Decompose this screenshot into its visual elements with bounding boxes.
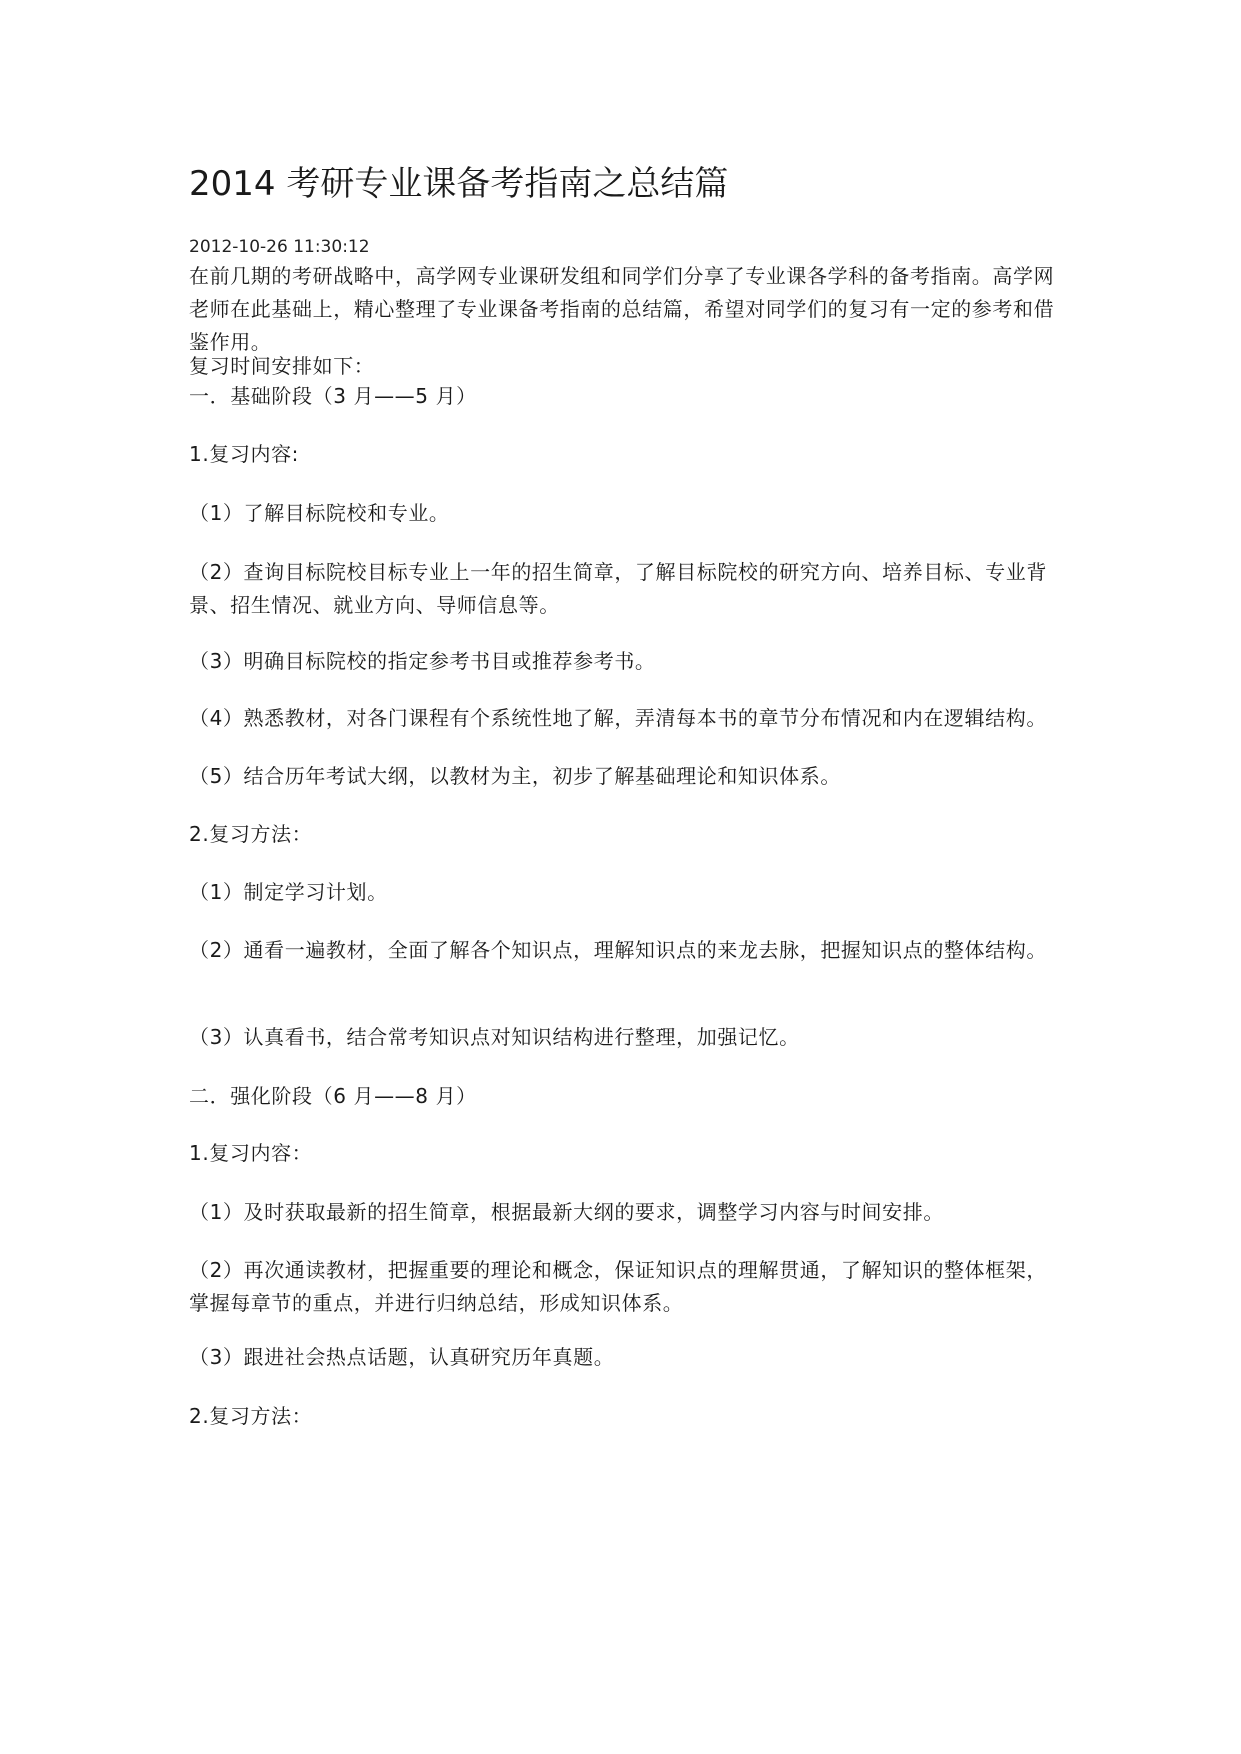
stage1-method-heading: 2.复习方法：	[189, 822, 313, 846]
stage1-content-item: （1）了解目标院校和专业。	[189, 501, 450, 525]
stage2-heading: 二．强化阶段（6 月——8 月）	[189, 1084, 477, 1108]
stage1-method-item: （1）制定学习计划。	[189, 880, 388, 904]
publish-date: 2012-10-26 11:30:12	[189, 237, 370, 257]
stage2-content-item: （1）及时获取最新的招生简章，根据最新大纲的要求，调整学习内容与时间安排。	[189, 1200, 944, 1224]
stage1-method-item: （3）认真看书，结合常考知识点对知识结构进行整理，加强记忆。	[189, 1025, 800, 1049]
stage2-method-heading: 2.复习方法：	[189, 1404, 313, 1428]
stage1-content-item: （4）熟悉教材，对各门课程有个系统性地了解，弄清每本书的章节分布情况和内在逻辑结构。	[189, 706, 1047, 730]
stage2-content-item: （2）再次通读教材，把握重要的理论和概念，保证知识点的理解贯通，了解知识的整体框架，掌握每章节的重点，并进行归纳总结，形成知识体系。	[189, 1258, 1047, 1315]
article-title: 2014 考研专业课备考指南之总结篇	[189, 164, 729, 204]
stage1-content-heading: 1.复习内容:	[189, 442, 300, 466]
stage1-content-item: （3）明确目标院校的指定参考书目或推荐参考书。	[189, 649, 656, 673]
intro-paragraph: 在前几期的考研战略中，高学网专业课研发组和同学们分享了专业课各学科的备考指南。高学网老师在此基础上，精心整理了专业课备考指南的总结篇，希望对同学们的复习有一定的参考和借鉴作用。	[189, 264, 1055, 354]
stage1-method-item: （2）通看一遍教材，全面了解各个知识点，理解知识点的来龙去脉，把握知识点的整体结构。	[189, 938, 1047, 962]
stage1-content-item: （2）查询目标院校目标专业上一年的招生简章，了解目标院校的研究方向、培养目标、专业背景、招生情况、就业方向、导师信息等。	[189, 560, 1047, 617]
schedule-heading: 复习时间安排如下：	[189, 354, 375, 378]
stage1-content-item: （5）结合历年考试大纲，以教材为主，初步了解基础理论和知识体系。	[189, 764, 841, 788]
stage2-content-heading: 1.复习内容：	[189, 1141, 313, 1165]
stage1-heading: 一．基础阶段（3 月——5 月）	[189, 384, 477, 408]
stage2-content-item: （3）跟进社会热点话题，认真研究历年真题。	[189, 1345, 615, 1369]
